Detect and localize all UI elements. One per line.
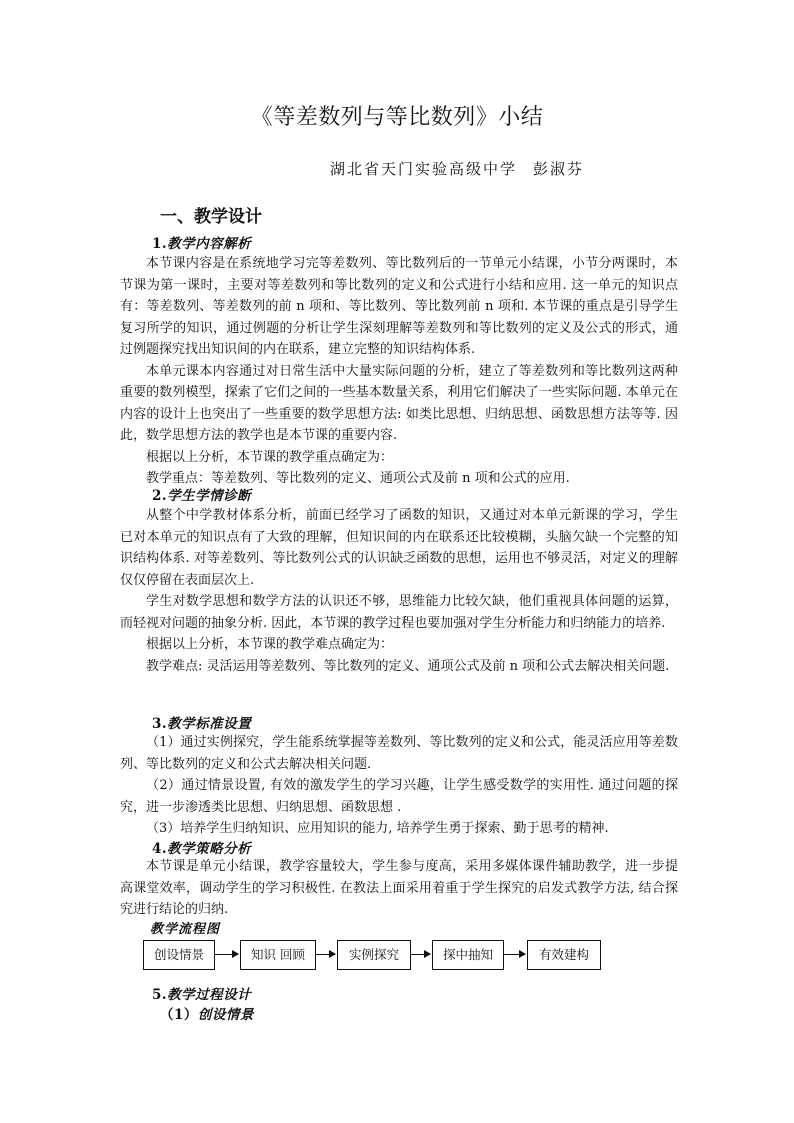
- flow-step-2: 知识 回顾: [240, 940, 316, 970]
- subheading-text: 教学过程设计: [167, 987, 252, 1003]
- teaching-flow-chart: [0, 940, 794, 972]
- paragraph: 学生对数学思想和数学方法的认识还不够，思维能力比较欠缺，他们重视具体问题的运算，而轻视对问题的抽象分析. 因此，本节课的教学过程也要加强对学生分析能力和归纳能力的培养.: [120, 594, 678, 631]
- author-school: 湖北省天门实验高级中学: [330, 160, 518, 178]
- flow-step-3: 实例探究: [337, 940, 411, 970]
- subheading-number: 1.: [152, 236, 168, 252]
- flow-chart-label: 教学流程图: [150, 922, 221, 937]
- subheading-create-scenario: [160, 1003, 254, 1023]
- subheading-teaching-standards: [152, 712, 251, 732]
- subheading-text: 学生学情诊断: [167, 488, 252, 504]
- student-diagnosis-body: [120, 505, 678, 677]
- subheading-content-analysis: [152, 232, 251, 252]
- paragraph: （2）通过情景设置, 有效的激发学生的学习兴趣，让学生感受数学的实用性. 通过问题的探究，进一步渗透类比思想、归纳思想、函数思想 .: [120, 778, 678, 815]
- author-name: 彭淑芬: [533, 160, 585, 178]
- teaching-key-point: 教学重点：等差数列、等比数列的定义、通项公式及前 n 项和公式的应用.: [146, 471, 570, 486]
- flow-step-5: 有效建构: [527, 940, 601, 970]
- author-line: [330, 158, 584, 179]
- flow-step-4: 探中抽知: [432, 940, 504, 970]
- teaching-difficulty: 教学难点: 灵活运用等差数列、等比数列的定义、通项公式及前 n 项和公式去解决相关问题.: [146, 658, 670, 674]
- subheading-text: 教学内容解析: [167, 236, 252, 252]
- subheading-number: 5.: [152, 987, 168, 1003]
- subheading-number: 4.: [152, 841, 168, 857]
- paragraph: 本单元课本内容通过对日常生活中大量实际问题的分析，建立了等差数列和等比数列这两种重要的数列模型，探索了它们之间的一些基本数量关系，利用它们解决了一些实际问题. 本单元在内容的设计上也突出了一些重要的数学思想方法: 如类比思想、归纳思想、函数思想方法等等. 因此，数学思想方法的教学也是本节课的重要内容.: [120, 363, 678, 443]
- subheading-number: 2.: [152, 488, 168, 504]
- teaching-strategy-body: [120, 856, 678, 921]
- flow-arrow: [503, 954, 525, 955]
- subheading-student-diagnosis: [152, 484, 251, 504]
- paragraph: 本节课内容是在系统地学习完等差数列、等比数列后的一节单元小结课，小节分两课时，本节课为第一课时，主要对等差数列和等比数列的定义和公式进行小结和应用. 这一单元的知识点有：等差数列、等差数列的前 n 项和、等比数列、等比数列前 n 项和. 本节课的重点是引导学生复习所学的知识，通过例题的分析让学生深刻理解等差数列和等比数列的定义及公式的形式，通过例题探究找出知识间的内在联系，建立完整的知识结构体系.: [120, 256, 678, 357]
- paragraph: 根据以上分析，本节课的教学难点确定为：: [146, 637, 394, 652]
- subheading-teaching-strategy: [152, 837, 251, 857]
- content-analysis-body: [120, 253, 678, 490]
- subheading-text: 教学标准设置: [167, 716, 252, 732]
- subheading-number: （1）: [160, 1007, 198, 1023]
- flow-step-1: 创设情景: [143, 940, 215, 970]
- flow-arrow: [214, 954, 238, 955]
- flow-arrow: [410, 954, 430, 955]
- subheading-text: 创设情景: [197, 1007, 254, 1023]
- paragraph: 根据以上分析，本节课的教学重点确定为：: [146, 449, 394, 465]
- subheading-text: 教学策略分析: [167, 841, 252, 857]
- paragraph: 本节课是单元小结课，教学容量较大，学生参与度高，采用多媒体课件辅助教学，进一步提高课堂效率，调动学生的学习积极性. 在教法上面采用着重于学生探究的启发式教学方法, 结合探究进行结论的归纳.: [120, 859, 678, 917]
- subheading-process-design: [152, 983, 251, 1003]
- teaching-standards-body: [120, 732, 678, 840]
- subheading-number: 3.: [152, 716, 168, 732]
- paragraph: 从整个中学教材体系分析，前面已经学习了函数的知识，又通过对本单元新课的学习，学生已对本单元的知识点有了大致的理解，但知识间的内在联系还比较模糊，头脑欠缺一个完整的知识结构体系. 对等差数列、等比数列公式的认识缺乏函数的思想，运用也不够灵活，对定义的理解仅仅停留在表面层次上.: [120, 508, 678, 588]
- document-title: 《等差数列与等比数列》小结: [250, 105, 544, 130]
- flow-arrow: [315, 954, 335, 955]
- paragraph: （1）通过实例探究，学生能系统掌握等差数列、等比数列的定义和公式，能灵活应用等差数列、等比数列的定义和公式去解决相关问题.: [120, 735, 678, 772]
- section-heading-teaching-design: 一、教学设计: [160, 207, 262, 227]
- paragraph: （3）培养学生归纳知识、应用知识的能力, 培养学生勇于探索、勤于思考的精神.: [146, 821, 609, 836]
